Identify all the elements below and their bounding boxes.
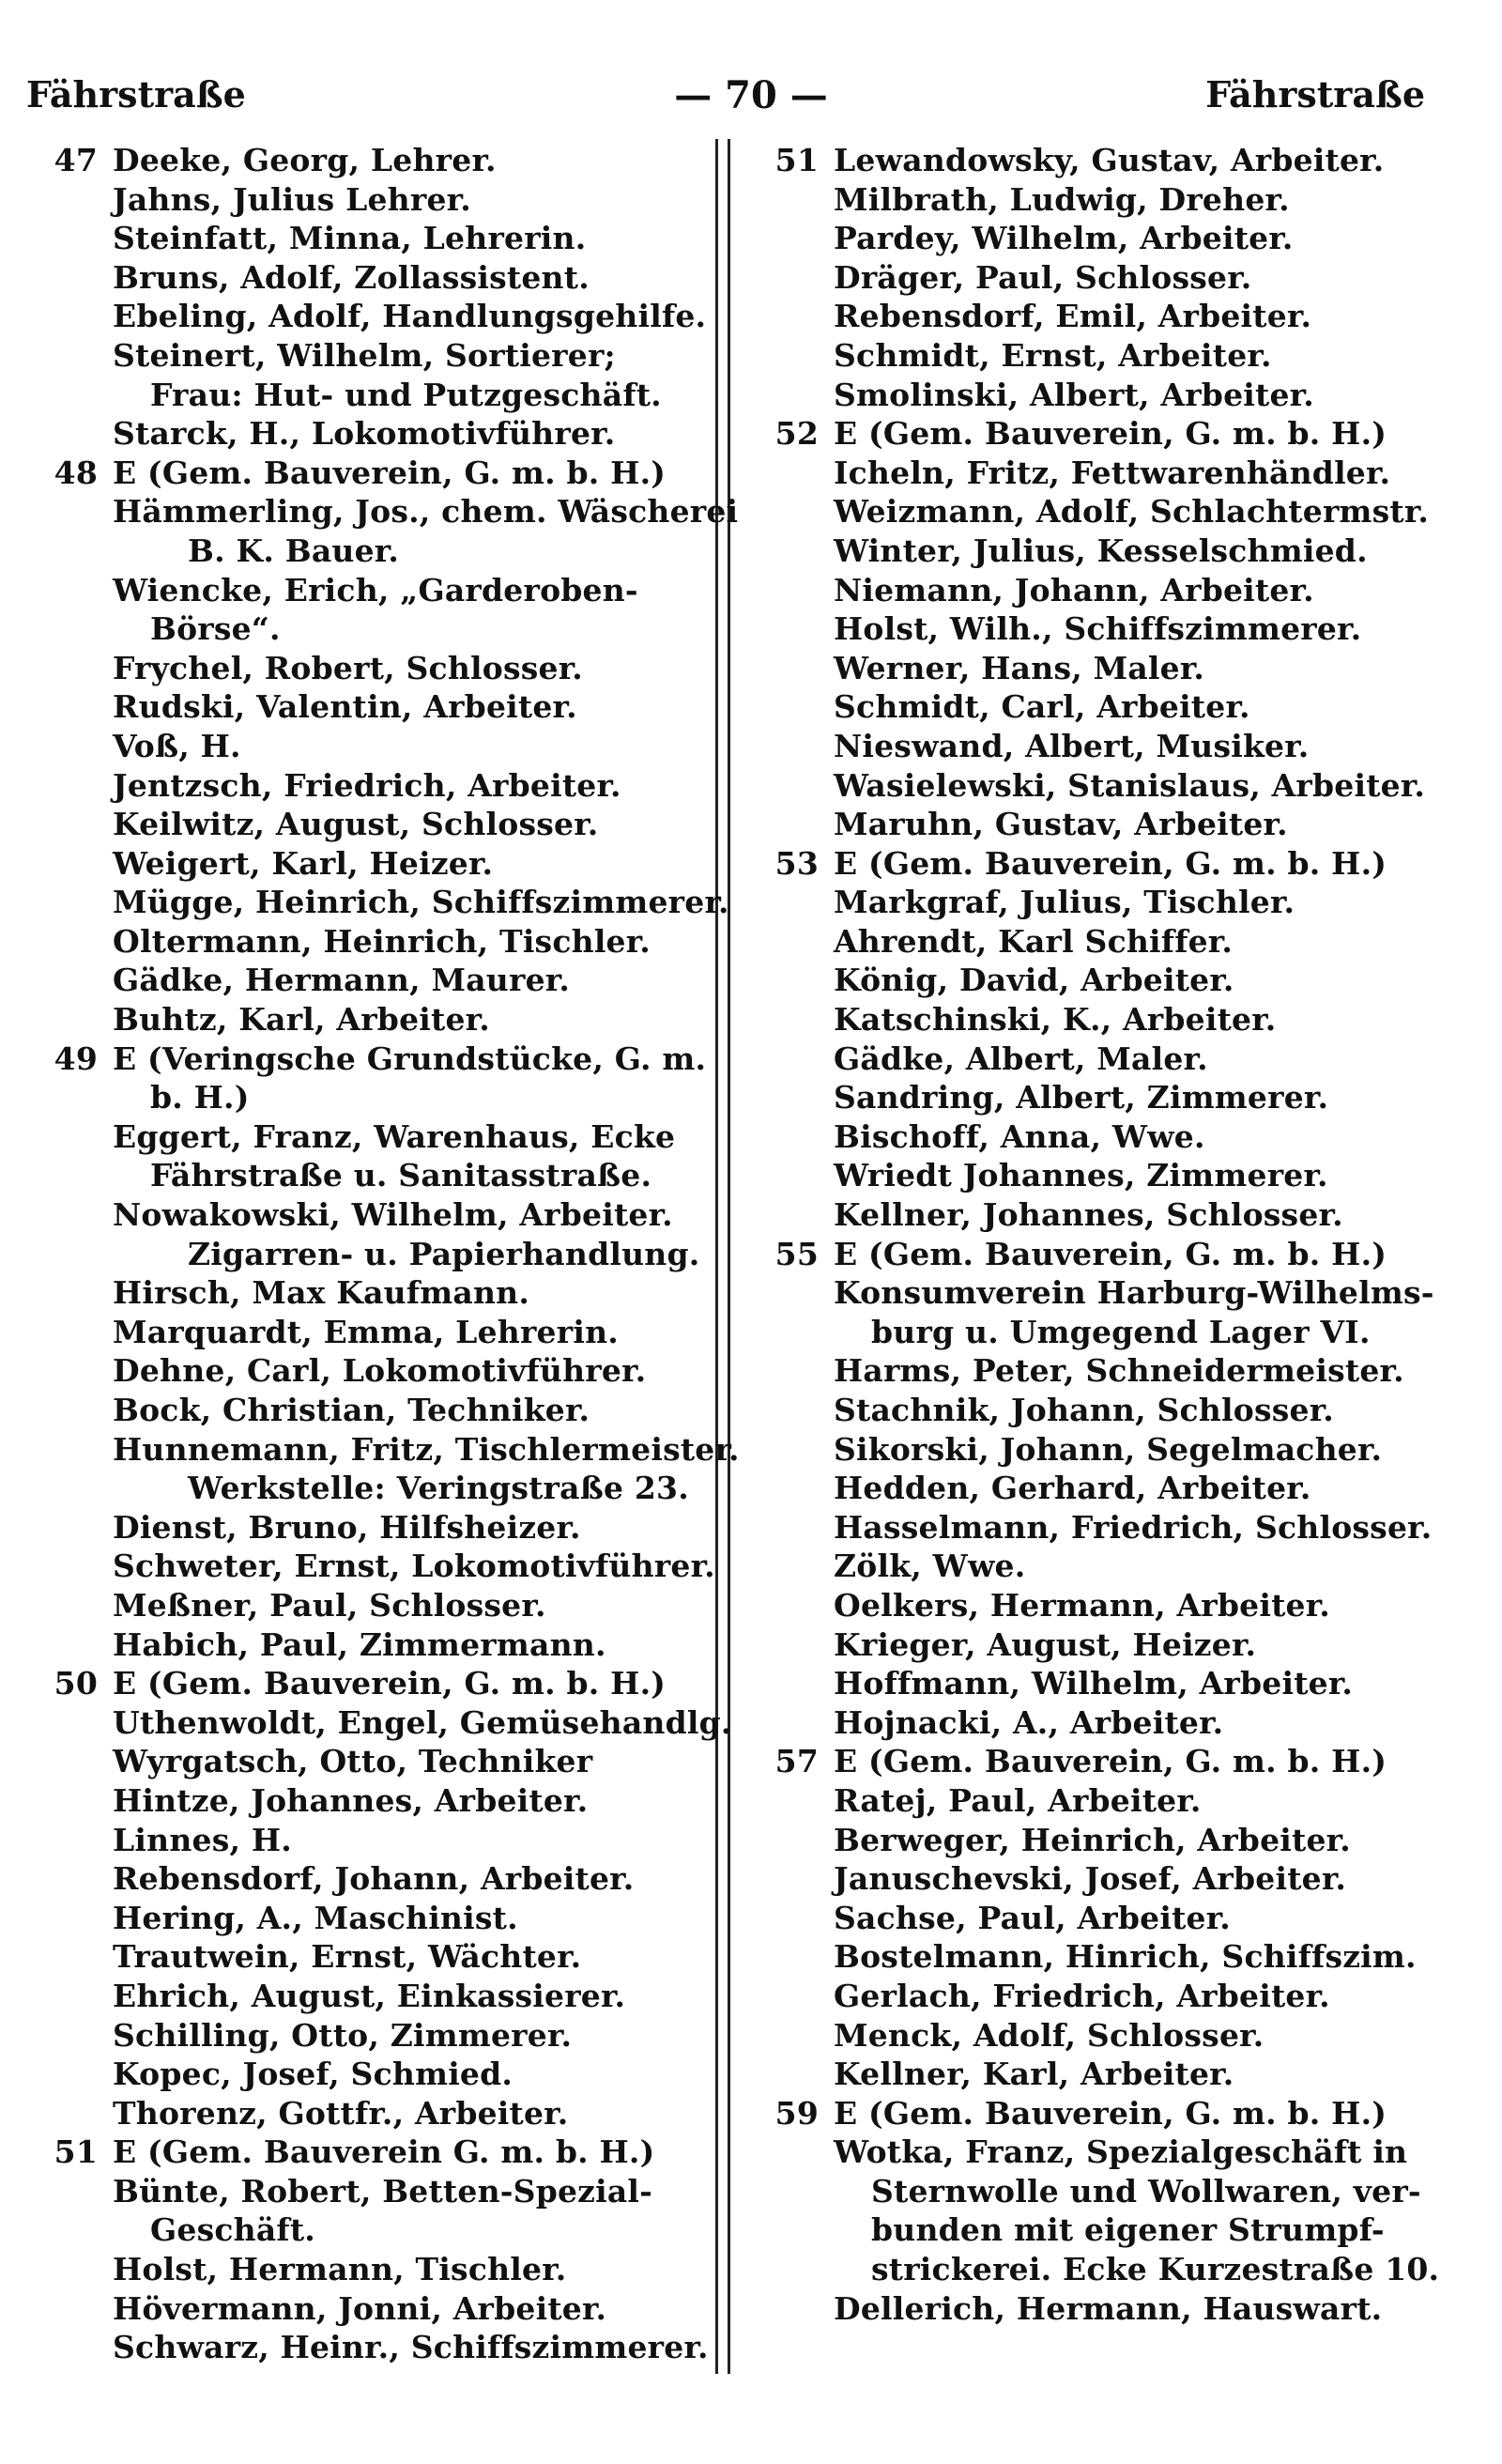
entry-text: Nieswand, Albert, Musiker.	[834, 727, 1310, 764]
resident-line	[759, 922, 1453, 962]
entry-text: Wyrgatsch, Otto, Techniker	[113, 1743, 593, 1780]
entry-text: Maruhn, Gustav, Arbeiter.	[834, 806, 1288, 843]
entry-text: Hirsch, Max Kaufmann.	[113, 1274, 530, 1312]
entry-text: E (Gem. Bauverein, G. m. b. H.)	[834, 1743, 1387, 1780]
entry-text: Winter, Julius, Kesselschmied.	[834, 531, 1368, 569]
resident-line	[38, 805, 706, 844]
resident-line	[759, 1508, 1453, 1548]
resident-line	[38, 1547, 715, 1586]
entry-text: Bünte, Robert, Betten-Spezial-	[113, 2172, 653, 2210]
entry-text: Holst, Wilh., Schiffszimmerer.	[834, 610, 1362, 648]
resident-line	[38, 1781, 706, 1821]
entry-text: Geschäft.	[150, 2211, 315, 2249]
resident-line	[38, 649, 706, 688]
entry-text: Dräger, Paul, Schlosser.	[834, 258, 1252, 296]
entry-text: Hoffmann, Wilhelm, Arbeiter.	[834, 1665, 1354, 1702]
resident-line	[38, 2210, 706, 2250]
resident-line	[759, 1351, 1453, 1391]
resident-line	[38, 571, 706, 610]
entry-text: Schilling, Otto, Zimmerer.	[113, 2016, 573, 2054]
resident-line	[38, 1937, 706, 1977]
house-number: 52	[774, 415, 819, 453]
resident-line	[759, 961, 1453, 1000]
entry-first-line	[759, 844, 1453, 884]
resident-line	[759, 1313, 1453, 1352]
entry-text: Börse“.	[150, 610, 281, 648]
entry-text: Habich, Paul, Zimmermann.	[113, 1625, 606, 1663]
resident-line	[759, 376, 1453, 415]
entry-text: Frau: Hut- und Putzgeschäft.	[150, 376, 662, 413]
house-number: 48	[54, 454, 98, 491]
resident-line	[38, 219, 706, 258]
resident-line	[38, 1117, 706, 1157]
resident-line	[38, 766, 706, 806]
house-number: 55	[774, 1235, 819, 1272]
entry-text: Lewandowsky, Gustav, Arbeiter.	[834, 142, 1385, 178]
entry-text: Ehrich, August, Einkassierer.	[113, 1977, 626, 2014]
entry-text: Hövermann, Jonni, Arbeiter.	[113, 2289, 607, 2327]
entry-text: Kopec, Josef, Schmied.	[113, 2056, 513, 2093]
resident-line	[38, 883, 729, 922]
right-column	[759, 141, 1453, 2328]
house-entry	[38, 141, 706, 454]
resident-line	[38, 1625, 706, 1665]
entry-text: Hedden, Gerhard, Arbeiter.	[834, 1470, 1311, 1507]
entry-text: Deeke, Georg, Lehrer.	[113, 142, 497, 178]
entry-text: Trautwein, Ernst, Wächter.	[113, 1938, 582, 1976]
resident-line	[38, 2094, 706, 2133]
entry-text: Hasselmann, Friedrich, Schlosser.	[834, 1508, 1433, 1546]
resident-line	[759, 805, 1453, 844]
entry-text: Sternwolle und Wollwaren, ver-	[871, 2172, 1421, 2210]
entry-first-line	[759, 141, 1453, 180]
resident-line	[38, 1586, 706, 1625]
resident-line	[759, 609, 1453, 649]
resident-line	[759, 258, 1453, 298]
entry-text: Meßner, Paul, Schlosser.	[113, 1586, 546, 1624]
entry-text: Pardey, Wilhelm, Arbeiter.	[834, 220, 1294, 257]
entry-first-line	[38, 1040, 706, 1079]
entry-text: Milbrath, Ludwig, Dreher.	[834, 180, 1290, 218]
resident-line	[38, 1235, 706, 1274]
entry-text: Wiencke, Erich, „Garderoben-	[113, 571, 638, 608]
entry-text: Steinert, Wilhelm, Sortierer;	[113, 336, 616, 374]
entry-text: Gädke, Hermann, Maurer.	[113, 962, 571, 999]
entry-first-line	[38, 141, 706, 180]
entry-text: E (Gem. Bauverein, G. m. b. H.)	[834, 415, 1387, 453]
entry-text: Sachse, Paul, Arbeiter.	[834, 1899, 1231, 1936]
resident-line	[38, 1156, 706, 1195]
entry-text: Weizmann, Adolf, Schlachtermstr.	[834, 493, 1430, 531]
resident-line	[759, 1977, 1453, 2016]
resident-line	[38, 2055, 706, 2094]
entry-text: Dellerich, Hermann, Hauswart.	[834, 2289, 1383, 2327]
resident-line	[38, 2289, 706, 2329]
entry-text: Keilwitz, August, Schlosser.	[113, 806, 599, 843]
resident-line	[759, 454, 1453, 493]
entry-text: E (Gem. Bauverein, G. m. b. H.)	[113, 454, 667, 491]
resident-line	[759, 687, 1453, 727]
resident-line	[38, 2172, 706, 2211]
entry-text: Schmidt, Carl, Arbeiter.	[834, 688, 1250, 726]
resident-line	[759, 1547, 1453, 1586]
column-divider-right-rule	[728, 139, 730, 2374]
entry-text: Werkstelle: Veringstraße 23.	[188, 1470, 689, 1507]
entry-text: Ratej, Paul, Arbeiter.	[834, 1781, 1202, 1819]
resident-line	[38, 1430, 740, 1470]
entry-text: burg u. Umgegend Lager VI.	[871, 1313, 1371, 1350]
house-entry	[38, 1040, 740, 1665]
resident-line	[759, 766, 1453, 806]
entry-text: Krieger, August, Heizer.	[834, 1625, 1257, 1663]
resident-line	[759, 297, 1453, 336]
entry-text: Berweger, Heinrich, Arbeiter.	[834, 1821, 1351, 1858]
entry-first-line	[38, 2133, 706, 2172]
entry-text: Bruns, Adolf, Zollassistent.	[113, 258, 590, 296]
entry-text: Buhtz, Karl, Arbeiter.	[113, 1001, 490, 1039]
entry-first-line	[759, 2094, 1453, 2133]
resident-line	[759, 1821, 1453, 1860]
resident-line	[38, 531, 706, 571]
resident-line	[759, 1625, 1453, 1665]
resident-line	[759, 2055, 1453, 2094]
entry-text: Smolinski, Albert, Arbeiter.	[834, 376, 1314, 413]
resident-line	[759, 1664, 1453, 1703]
entry-text: Markgraf, Julius, Tischler.	[834, 884, 1295, 921]
resident-line	[38, 180, 706, 220]
resident-line	[38, 1195, 706, 1235]
resident-line	[38, 492, 739, 531]
page-header	[0, 73, 1502, 130]
entry-text: Dienst, Bruno, Hilfsheizer.	[113, 1508, 581, 1546]
entry-text: Werner, Hans, Maler.	[834, 649, 1205, 686]
house-number: 49	[54, 1040, 98, 1077]
resident-line	[38, 1000, 706, 1040]
resident-line	[38, 1078, 706, 1117]
resident-line	[38, 1273, 706, 1313]
resident-line	[759, 219, 1453, 258]
resident-line	[38, 727, 706, 766]
entry-text: Jentzsch, Friedrich, Arbeiter.	[113, 766, 621, 804]
resident-line	[38, 2016, 706, 2056]
entry-text: Jahns, Julius Lehrer.	[113, 180, 471, 218]
resident-line	[759, 336, 1453, 376]
resident-line	[759, 2133, 1453, 2172]
resident-line	[759, 1391, 1453, 1430]
resident-line	[38, 1469, 706, 1508]
house-entry	[759, 2094, 1453, 2329]
left-column	[38, 141, 740, 2367]
resident-line	[759, 2016, 1453, 2056]
resident-line	[759, 2172, 1453, 2211]
resident-line	[759, 1156, 1453, 1195]
resident-line	[759, 2289, 1453, 2329]
resident-line	[38, 414, 706, 454]
resident-line	[38, 336, 706, 376]
entry-text: Voß, H.	[113, 727, 241, 764]
house-number: 50	[54, 1665, 98, 1702]
resident-line	[38, 922, 706, 962]
resident-line	[759, 1040, 1453, 1079]
running-head-left: Fährstraße	[26, 73, 246, 116]
entry-text: E (Gem. Bauverein, G. m. b. H.)	[834, 2094, 1387, 2132]
entry-text: Fährstraße u. Sanitasstraße.	[150, 1157, 652, 1194]
resident-line	[759, 1703, 1453, 1743]
resident-line	[38, 1508, 706, 1548]
entry-text: Oltermann, Heinrich, Tischler.	[113, 922, 651, 960]
resident-line	[38, 1391, 706, 1430]
resident-line	[38, 297, 706, 336]
resident-line	[759, 1899, 1453, 1938]
entry-text: Steinfatt, Minna, Lehrerin.	[113, 220, 587, 257]
entry-text: Bock, Christian, Techniker.	[113, 1392, 590, 1428]
resident-line	[38, 609, 706, 649]
resident-line	[759, 1078, 1453, 1117]
entry-first-line	[759, 1742, 1453, 1781]
resident-line	[38, 1703, 732, 1743]
resident-line	[759, 1117, 1453, 1157]
entry-text: Stachnik, Johann, Schlosser.	[834, 1392, 1334, 1428]
entry-text: Rebensdorf, Emil, Arbeiter.	[834, 298, 1312, 335]
entry-text: Zigarren- u. Papierhandlung.	[188, 1235, 700, 1272]
resident-line	[38, 1742, 706, 1781]
house-entry	[759, 1235, 1453, 1743]
resident-line	[759, 649, 1453, 688]
column-divider-left-rule	[715, 139, 718, 2374]
entry-text: E (Veringsche Grundstücke, G. m.	[113, 1040, 707, 1077]
resident-line	[759, 180, 1453, 220]
resident-line	[38, 1859, 706, 1899]
entry-text: Niemann, Johann, Arbeiter.	[834, 571, 1314, 608]
entry-text: Zölk, Wwe.	[834, 1548, 1026, 1585]
entry-first-line	[38, 454, 706, 493]
entry-text: Hämmerling, Jos., chem. Wäscherei	[113, 493, 739, 531]
entry-text: Menck, Adolf, Schlosser.	[834, 2016, 1264, 2054]
page-number: — 70 —	[674, 73, 828, 117]
entry-text: Schweter, Ernst, Lokomotivführer.	[113, 1548, 715, 1585]
resident-line	[759, 883, 1453, 922]
entry-text: bunden mit eigener Strumpf-	[871, 2211, 1385, 2249]
resident-line	[759, 1586, 1453, 1625]
entry-text: Eggert, Franz, Warenhaus, Ecke	[113, 1117, 676, 1155]
entry-text: Ahrendt, Karl Schiffer.	[834, 922, 1234, 960]
resident-line	[38, 844, 706, 884]
entry-text: Bischoff, Anna, Wwe.	[834, 1117, 1205, 1155]
resident-line	[759, 1469, 1453, 1508]
entry-text: Konsumverein Harburg-Wilhelms-	[834, 1274, 1434, 1312]
resident-line	[38, 1351, 706, 1391]
resident-line	[38, 687, 706, 727]
entry-first-line	[759, 414, 1453, 454]
entry-first-line	[38, 1664, 706, 1703]
entry-text: König, David, Arbeiter.	[834, 962, 1234, 999]
entry-text: Kellner, Johannes, Schlosser.	[834, 1196, 1343, 1234]
entry-text: Uthenwoldt, Engel, Gemüsehandlg.	[113, 1703, 732, 1741]
resident-line	[38, 376, 706, 415]
entry-text: Ebeling, Adolf, Handlungsgehilfe.	[113, 298, 707, 335]
entry-text: strickerei. Ecke Kurzestraße 10.	[871, 2251, 1440, 2288]
entry-text: Wotka, Franz, Spezialgeschäft in	[834, 2133, 1408, 2171]
house-entry	[759, 844, 1453, 1235]
entry-text: E (Gem. Bauverein G. m. b. H.)	[113, 2133, 655, 2171]
entry-text: Sikorski, Johann, Segelmacher.	[834, 1430, 1383, 1468]
house-entry	[759, 414, 1453, 844]
house-number: 51	[774, 142, 819, 178]
house-entry	[759, 141, 1453, 414]
house-number: 57	[774, 1743, 819, 1780]
entry-text: Icheln, Fritz, Fettwarenhändler.	[834, 454, 1391, 491]
entry-text: Dehne, Carl, Lokomotivführer.	[113, 1352, 647, 1390]
resident-line	[759, 492, 1453, 531]
entry-text: Hering, A., Maschinist.	[113, 1899, 518, 1936]
resident-line	[759, 531, 1453, 571]
entry-text: Rebensdorf, Johann, Arbeiter.	[113, 1860, 635, 1898]
entry-text: Bostelmann, Hinrich, Schiffszim.	[834, 1938, 1417, 1976]
entry-text: Marquardt, Emma, Lehrerin.	[113, 1313, 619, 1350]
resident-line	[38, 2250, 706, 2289]
house-number: 53	[774, 844, 819, 882]
resident-line	[38, 258, 706, 298]
entry-text: Frychel, Robert, Schlosser.	[113, 649, 583, 686]
entry-text: Hintze, Johannes, Arbeiter.	[113, 1781, 589, 1819]
house-entry	[38, 1664, 732, 2133]
entry-text: Schmidt, Ernst, Arbeiter.	[834, 336, 1272, 374]
entry-text: b. H.)	[150, 1079, 250, 1116]
entry-text: Harms, Peter, Schneidermeister.	[834, 1352, 1404, 1390]
resident-line	[759, 1781, 1453, 1821]
entry-text: E (Gem. Bauverein, G. m. b. H.)	[834, 844, 1387, 882]
entry-text: Gädke, Albert, Maler.	[834, 1040, 1208, 1077]
entry-text: B. K. Bauer.	[188, 531, 400, 569]
entry-text: Hojnacki, A., Arbeiter.	[834, 1703, 1224, 1741]
entry-text: Nowakowski, Wilhelm, Arbeiter.	[113, 1196, 673, 1234]
resident-line	[38, 1821, 706, 1860]
entry-text: Januschevski, Josef, Arbeiter.	[834, 1860, 1347, 1898]
entry-text: Wriedt Johannes, Zimmerer.	[834, 1157, 1328, 1194]
resident-line	[759, 2210, 1453, 2250]
entry-text: Mügge, Heinrich, Schiffszimmerer.	[113, 884, 729, 921]
entry-text: Gerlach, Friedrich, Arbeiter.	[834, 1977, 1330, 2014]
entry-text: Schwarz, Heinr., Schiffszimmerer.	[113, 2329, 709, 2366]
entry-text: Sandring, Albert, Zimmerer.	[834, 1079, 1329, 1116]
entry-text: Rudski, Valentin, Arbeiter.	[113, 688, 577, 726]
house-number: 51	[54, 2133, 98, 2171]
house-entry	[38, 2133, 709, 2367]
resident-line	[759, 1859, 1453, 1899]
resident-line	[38, 1313, 706, 1352]
entry-text: Wasielewski, Stanislaus, Arbeiter.	[834, 766, 1426, 804]
house-number: 47	[54, 142, 98, 178]
entry-text: Starck, H., Lokomotivführer.	[113, 415, 616, 453]
resident-line	[759, 571, 1453, 610]
entry-first-line	[759, 1235, 1453, 1274]
entry-text: Linnes, H.	[113, 1821, 292, 1858]
resident-line	[759, 1273, 1453, 1313]
entry-text: Holst, Hermann, Tischler.	[113, 2251, 567, 2288]
entry-text: E (Gem. Bauverein, G. m. b. H.)	[834, 1235, 1387, 1272]
entry-text: E (Gem. Bauverein, G. m. b. H.)	[113, 1665, 667, 1702]
running-head-right: Fährstraße	[1205, 73, 1425, 116]
house-number: 59	[774, 2094, 819, 2132]
house-entry	[38, 454, 739, 1040]
resident-line	[38, 1977, 706, 2016]
entry-text: Kellner, Karl, Arbeiter.	[834, 2056, 1234, 2093]
entry-text: Weigert, Karl, Heizer.	[113, 844, 494, 882]
resident-line	[759, 2250, 1453, 2289]
resident-line	[759, 1937, 1453, 1977]
resident-line	[38, 961, 706, 1000]
resident-line	[759, 1195, 1453, 1235]
entry-text: Thorenz, Gottfr., Arbeiter.	[113, 2094, 569, 2132]
resident-line	[759, 727, 1453, 766]
entry-text: Katschinski, K., Arbeiter.	[834, 1001, 1277, 1039]
house-entry	[759, 1742, 1453, 2093]
entry-text: Hunnemann, Fritz, Tischlermeister.	[113, 1430, 740, 1468]
entry-text: Oelkers, Hermann, Arbeiter.	[834, 1586, 1330, 1624]
resident-line	[38, 1899, 706, 1938]
resident-line	[759, 1000, 1453, 1040]
resident-line	[759, 1430, 1453, 1470]
resident-line	[38, 2328, 709, 2367]
